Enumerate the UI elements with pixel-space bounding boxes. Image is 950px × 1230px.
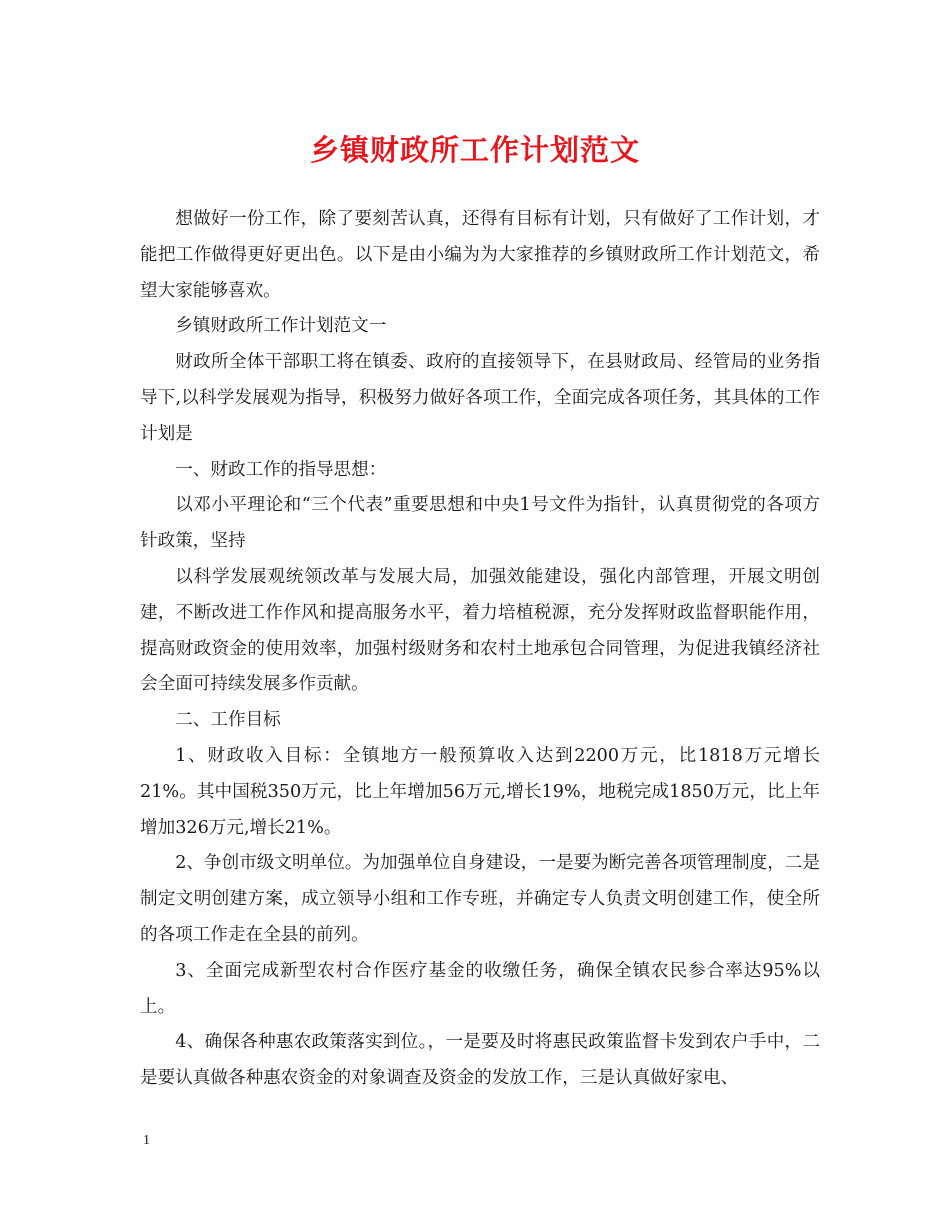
paragraph-heading-guiding-ideology: 一、财政工作的指导思想： — [175, 459, 387, 480]
paragraph-intro: 想做好一份工作，除了要刻苦认真，还得有目标有计划，只有做好了工作计划，才能把工作做得更好更出色。以下是由小编为为大家推荐的乡镇财政所工作计划范文，希望大家能够喜欢。 — [140, 209, 820, 301]
paragraph-overview: 财政所全体干部职工将在镇委、政府的直接领导下，在县财政局、经管局的业务指导下,以科学发展观为指导，积极努力做好各项工作，全面完成各项任务，其具体的工作计划是 — [140, 352, 820, 444]
page-number: 1 — [143, 1133, 150, 1148]
paragraph-goal-2: 2、争创市级文明单位。为加强单位自身建设，一是要为断完善各项管理制度，二是制定文明创建方案，成立领导小组和工作专班，并确定专人负责文明创建工作，使全所的各项工作走在全县的前列。 — [140, 853, 820, 945]
paragraph-guiding-ideology-1: 以邓小平理论和“三个代表”重要思想和中央1号文件为指针，认真贯彻党的各项方针政策，坚持 — [140, 495, 820, 552]
paragraph-section-heading: 乡镇财政所工作计划范文一 — [175, 316, 387, 337]
paragraph-goal-1: 1、财政收入目标：全镇地方一般预算收入达到2200万元，比1818万元增长21%。其中国税350万元，比上年增加56万元,增长19%，地税完成1850万元，比上年增加326万元,增长21%。 — [140, 745, 820, 838]
paragraph-guiding-ideology-2: 以科学发展观统领改革与发展大局，加强效能建设，强化内部管理，开展文明创建，不断改进工作作风和提高服务水平，着力培植税源，充分发挥财政监督职能作用，提高财政资金的使用效率，加强村级财务和农村土地承包合同管理，为促进我镇经济社会全面可持续发展多作贡献。 — [140, 566, 820, 695]
document-body — [140, 202, 820, 1097]
document-title: 乡镇财政所工作计划范文 — [309, 133, 640, 167]
paragraph-goal-4: 4、确保各种惠农政策落实到位。，一是要及时将惠民政策监督卡发到农户手中，二是要认真做各种惠农资金的对象调查及资金的发放工作，三是认真做好家电、 — [140, 1032, 820, 1089]
paragraph-goal-3: 3、全面完成新型农村合作医疗基金的收缴任务，确保全镇农民参合率达95%以上。 — [140, 960, 820, 1017]
paragraph-heading-work-goals: 二、工作目标 — [175, 710, 281, 731]
